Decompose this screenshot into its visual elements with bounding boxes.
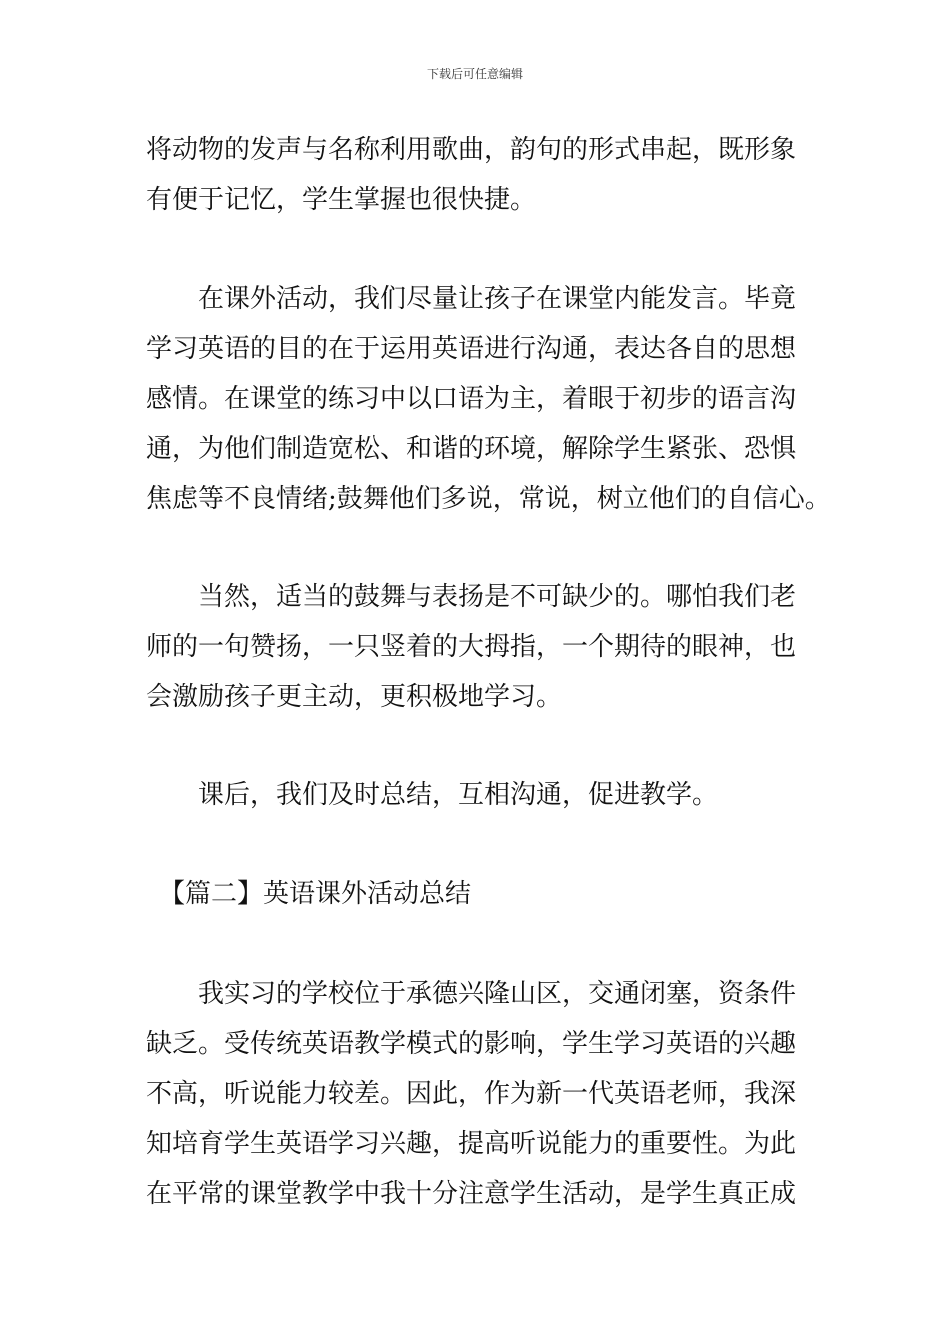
section-heading (146, 869, 812, 919)
text-line: 我实习的学校位于承德兴隆山区，交通闭塞，资条件 (146, 979, 797, 1009)
text-line: 有便于记忆，学生掌握也很快捷。 (146, 185, 537, 215)
paragraph-1 (146, 125, 812, 225)
text-line: 会激励孩子更主动，更积极地学习。 (146, 682, 563, 712)
text-line: 通，为他们制造宽松、和谐的环境，解除学生紧张、恐惧 (146, 434, 797, 464)
text-line: 将动物的发声与名称利用歌曲，韵句的形式串起，既形象 (146, 135, 797, 165)
text-line: 课后，我们及时总结，互相沟通，促进教学。 (146, 780, 719, 810)
text-line: 知培育学生英语学习兴趣，提高听说能力的重要性。为此 (146, 1129, 797, 1159)
text-line: 当然，适当的鼓舞与表扬是不可缺少的。哪怕我们老 (146, 582, 797, 612)
section-title: 【篇二】英语课外活动总结 (146, 879, 472, 909)
text-line: 缺乏。受传统英语教学模式的影响，学生学习英语的兴趣 (146, 1029, 797, 1059)
paragraph-2 (146, 274, 831, 524)
text-line: 学习英语的目的在于运用英语进行沟通，表达各自的思想 (146, 334, 797, 364)
text-line: 焦虑等不良情绪;鼓舞他们多说，常说，树立他们的自信心。 (146, 484, 831, 514)
paragraph-3 (146, 572, 812, 722)
page-header: 下载后可任意编辑 (426, 67, 523, 81)
text-line: 师的一句赞扬，一只竖着的大拇指，一个期待的眼神，也 (146, 632, 797, 662)
text-line: 感情。在课堂的练习中以口语为主，着眼于初步的语言沟 (146, 384, 797, 414)
text-line: 在平常的课堂教学中我十分注意学生活动，是学生真正成 (146, 1179, 797, 1209)
paragraph-5 (146, 969, 812, 1219)
text-line: 在课外活动，我们尽量让孩子在课堂内能发言。毕竟 (146, 284, 797, 314)
paragraph-4 (146, 770, 812, 820)
text-line: 不高，听说能力较差。因此，作为新一代英语老师，我深 (146, 1079, 797, 1109)
